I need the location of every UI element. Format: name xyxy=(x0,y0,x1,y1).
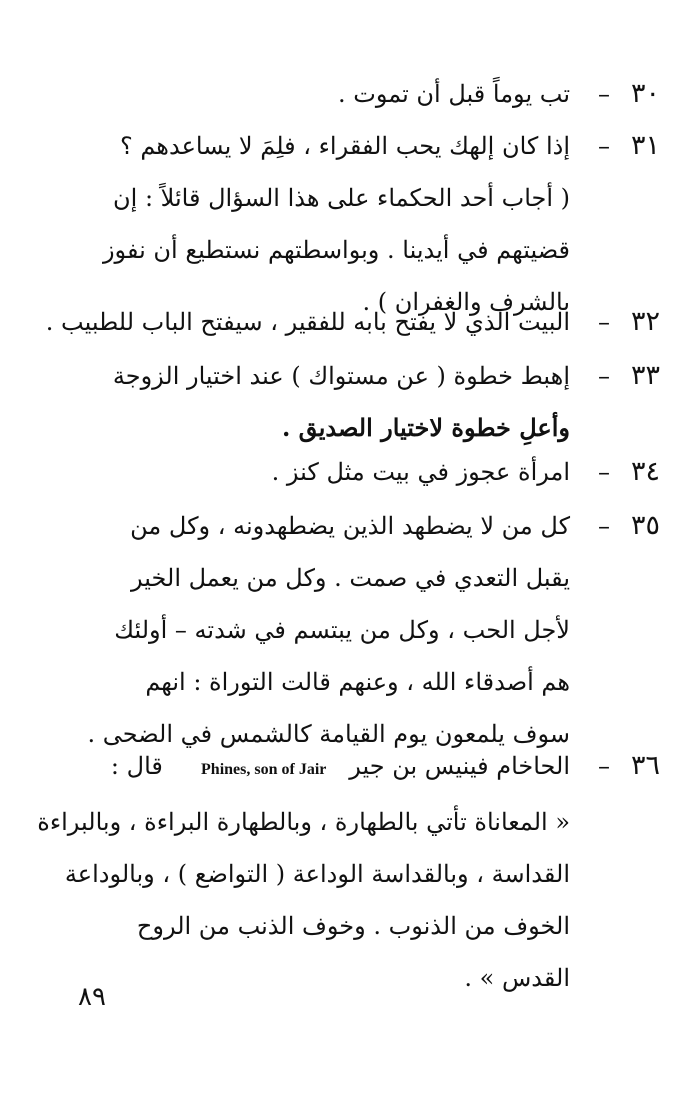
entry-text xyxy=(60,350,570,454)
entry-number: ٣٤ xyxy=(630,456,660,487)
entry-line: الخوف من الذنوب . وخوف الذنب من الروح xyxy=(136,912,570,940)
entry-line: وأعلِ خطوة لاختيار الصديق . xyxy=(281,413,570,442)
entry-line: سوف يلمعون يوم القيامة كالشمس في الضحى . xyxy=(87,720,570,748)
entry-number: ٣٣ xyxy=(630,360,660,391)
rabbi-name-latin: Phines, son of Jair xyxy=(201,761,327,778)
entry-line: « المعاناة تأتي بالطهارة ، وبالطهارة البراءة ، وبالبراءة xyxy=(37,808,570,836)
entry-dash: – xyxy=(598,362,610,390)
entry-number: ٣٢ xyxy=(630,306,660,337)
entry-first-line xyxy=(60,740,570,796)
entry-text xyxy=(60,68,570,120)
entry-text xyxy=(45,296,570,348)
page-number: ٨٩ xyxy=(78,982,106,1012)
entry-line: القدس » . xyxy=(464,964,570,992)
entry-line: إهبط خطوة ( عن مستواك ) عند اختيار الزوجة xyxy=(112,362,570,390)
said-label: قال : xyxy=(110,752,163,780)
entry-line: القداسة ، وبالقداسة الوداعة ( التواضع ) ، وبالوداعة xyxy=(64,860,570,888)
entry-line: ( أجاب أحد الحكماء على هذا السؤال قائلاً : إن xyxy=(113,184,570,212)
entry-line: قضيتهم في أيدينا . وبواسطتهم نستطيع أن نفوز xyxy=(102,236,570,264)
entry-text xyxy=(60,500,570,760)
entry-dash: – xyxy=(598,512,610,540)
entry-number: ٣٦ xyxy=(630,750,660,781)
entry-dash: – xyxy=(598,80,610,108)
entry-dash: – xyxy=(598,458,610,486)
entry-number: ٣٥ xyxy=(630,510,660,541)
entry-number: ٣٠ xyxy=(630,78,660,109)
entry-line: بالشرف والغفران ) . xyxy=(362,288,570,316)
entry-text xyxy=(37,740,570,1004)
entry-line: امرأة عجوز في بيت مثل كنز . xyxy=(271,458,570,486)
entry-line: إذا كان إلهك يحب الفقراء ، فلِمَ لا يساعدهم ؟ xyxy=(119,132,570,160)
entry-line: هم أصدقاء الله ، وعنهم قالت التوراة : انهم xyxy=(145,668,570,696)
entry-line: لأجل الحب ، وكل من يبتسم في شدته – أولئك xyxy=(114,616,570,644)
entry-dash: – xyxy=(598,132,610,160)
entry-dash: – xyxy=(598,752,610,780)
entry-text xyxy=(60,446,570,498)
entry-line: كل من لا يضطهد الذين يضطهدونه ، وكل من xyxy=(130,512,570,540)
entry-line: البيت الذي لا يفتح بابه للفقير ، سيفتح الباب للطبيب . xyxy=(45,308,570,336)
rabbi-name-arabic: الحاخام فينيس بن جير xyxy=(349,752,570,780)
entry-number: ٣١ xyxy=(630,130,660,161)
entry-line: تب يوماً قبل أن تموت . xyxy=(338,80,570,108)
entry-dash: – xyxy=(598,308,610,336)
entry-line: يقبل التعدي في صمت . وكل من يعمل الخير xyxy=(131,564,570,592)
